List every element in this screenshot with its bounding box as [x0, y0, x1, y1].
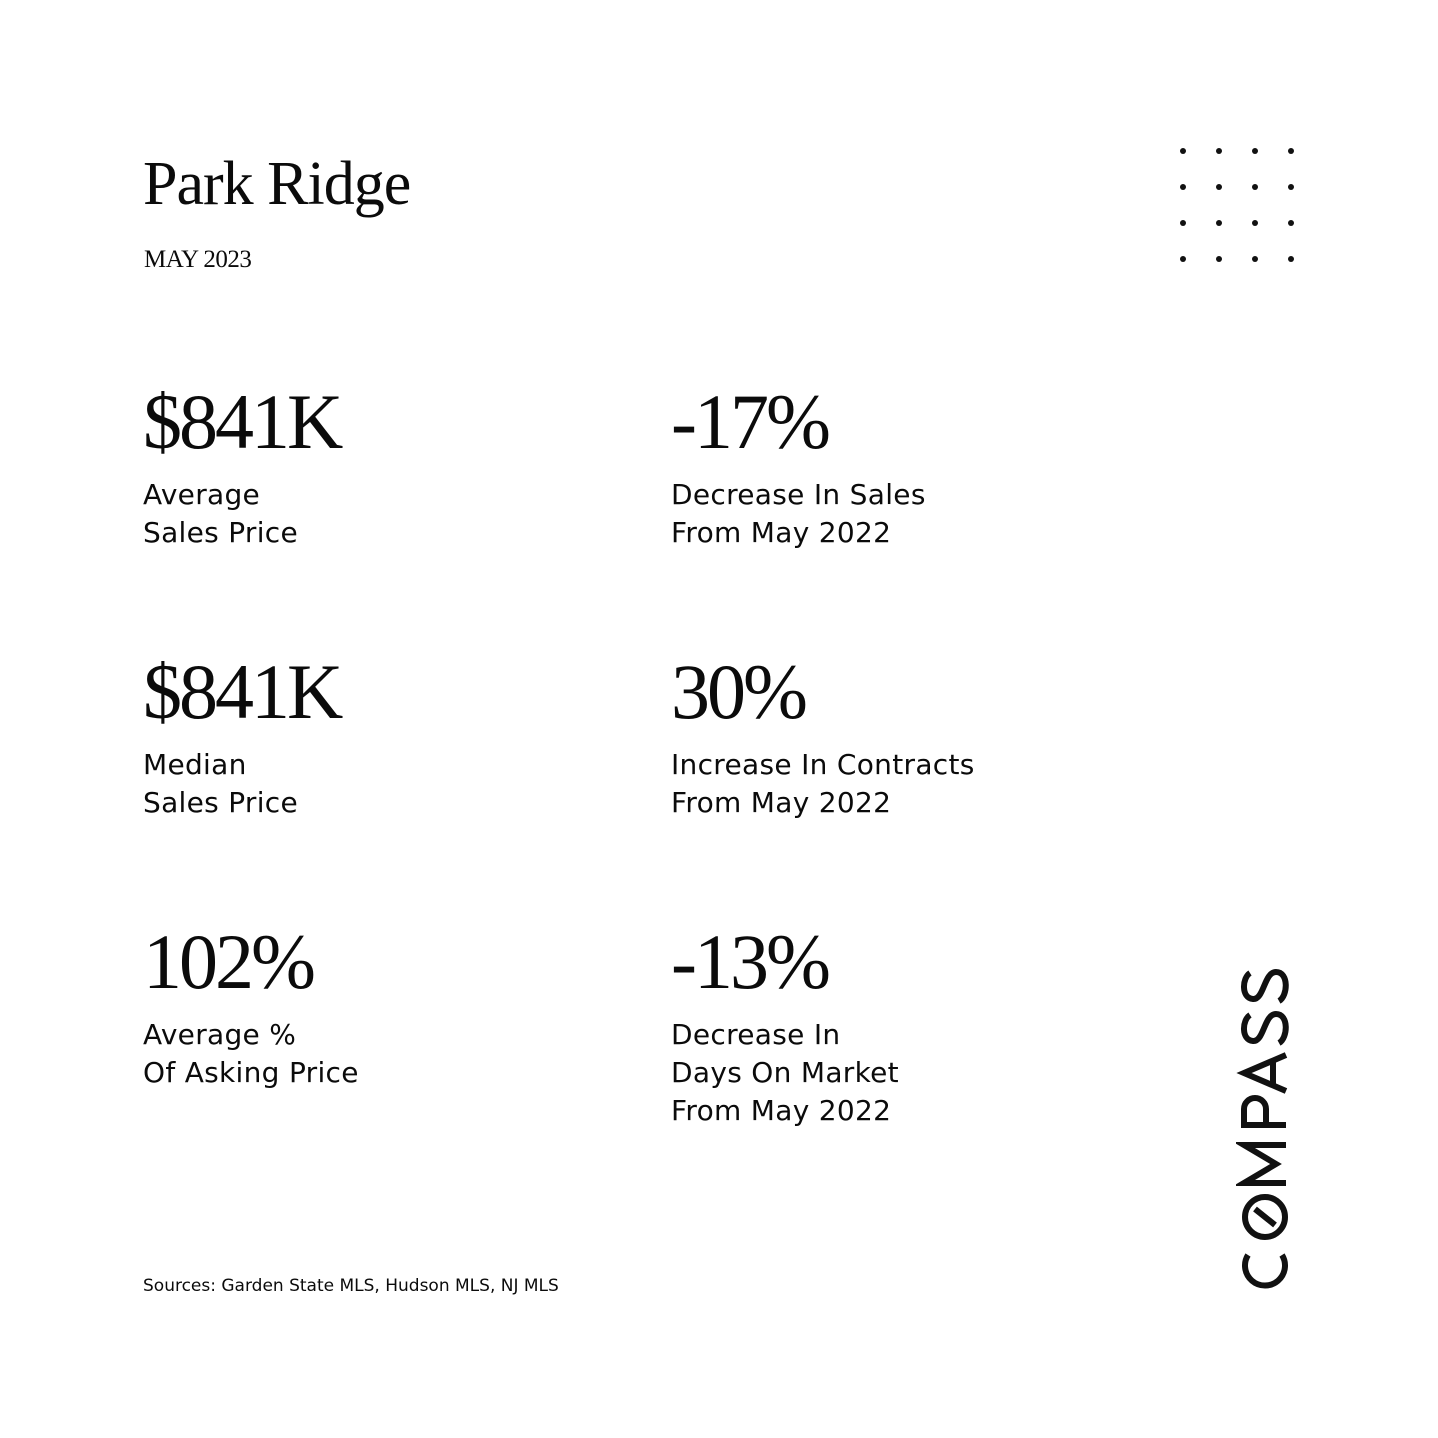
page-subtitle-date: MAY 2023 [144, 246, 252, 273]
stat-average-asking-price [143, 918, 359, 1092]
stat-label: Decrease In Sales From May 2022 [671, 478, 926, 549]
stat-value: $841K [143, 648, 341, 735]
dot-grid-icon [1168, 140, 1308, 270]
stat-value: -17% [671, 378, 828, 465]
stat-label: Median Sales Price [143, 748, 299, 819]
stat-label: Average % Of Asking Price [143, 1018, 359, 1089]
stat-label: Average Sales Price [143, 478, 299, 549]
page-title: Park Ridge [143, 150, 411, 218]
sources-footnote: Sources: Garden State MLS, Hudson MLS, NJ MLS [143, 1276, 559, 1296]
stat-sales-change [671, 378, 926, 552]
compass-logo [1236, 950, 1294, 1295]
stat-label: Increase In Contracts From May 2022 [671, 748, 975, 819]
stat-value: 30% [671, 648, 805, 735]
stat-value: 102% [143, 918, 313, 1005]
stat-value: $841K [143, 378, 341, 465]
stat-average-sales-price [143, 378, 341, 552]
stat-contracts-change [671, 648, 975, 822]
stat-value: -13% [671, 918, 828, 1005]
stat-days-on-market-change [671, 918, 899, 1130]
stat-label: Decrease In Days On Market From May 2022 [671, 1018, 899, 1127]
stat-median-sales-price [143, 648, 341, 822]
